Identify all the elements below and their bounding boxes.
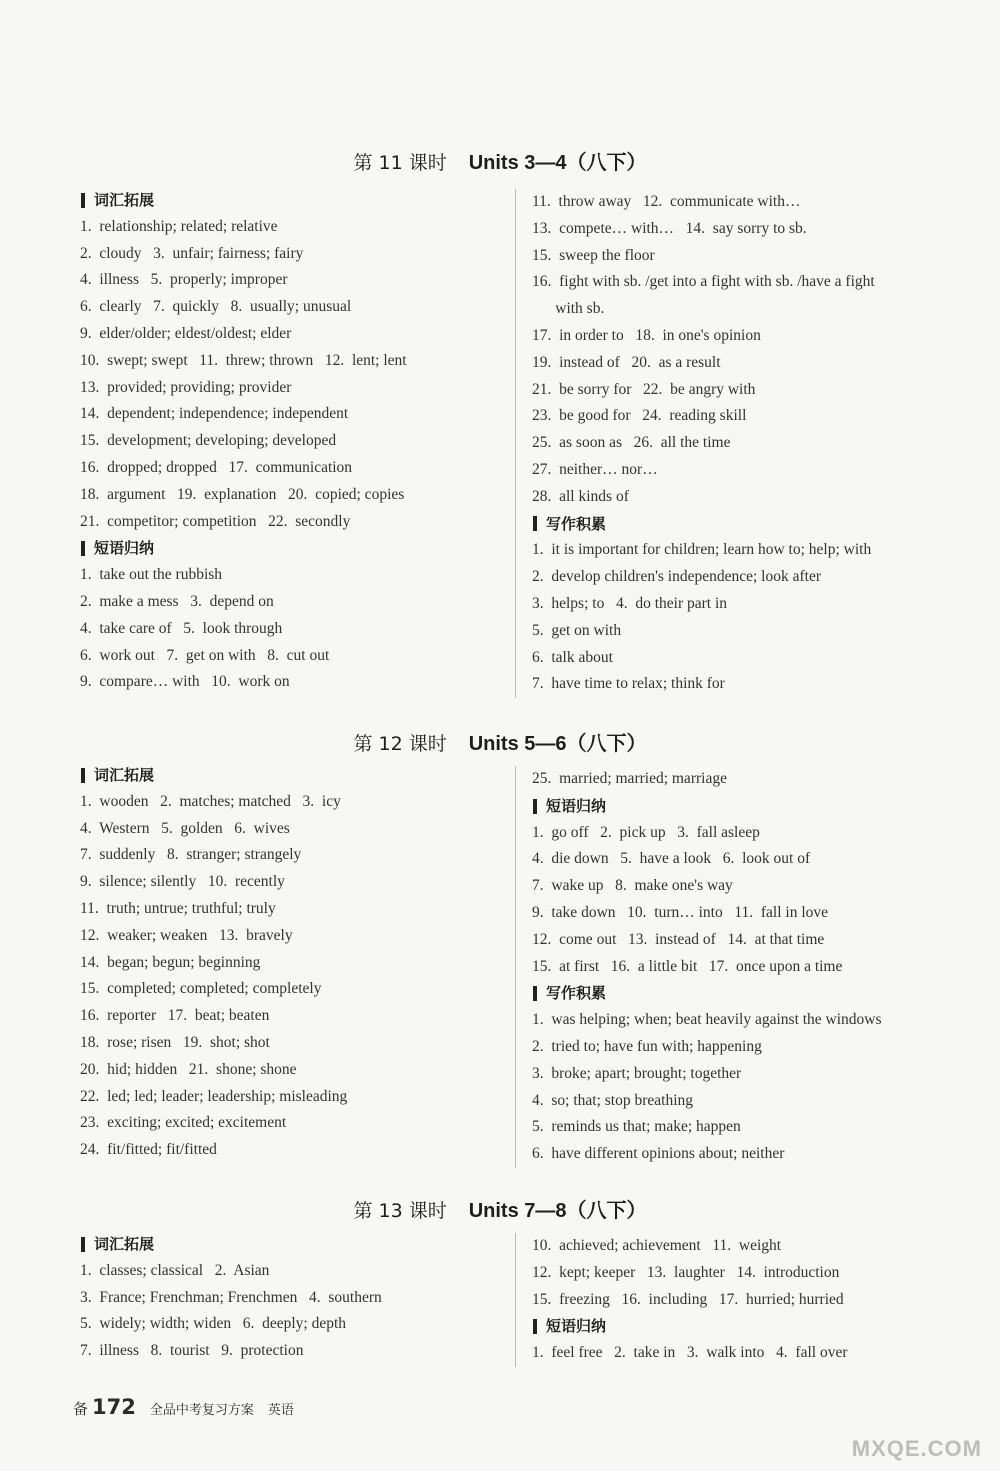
- watermark-text: MXQE.COM: [851, 1436, 982, 1461]
- answer-line: 20. hid; hidden 21. shone; shone: [80, 1060, 297, 1078]
- section-heading: [532, 793, 962, 820]
- answer-line: 7. have time to relax; think for: [532, 675, 725, 693]
- answer-line: 9. silence; silently 10. recently: [80, 873, 285, 891]
- heading-bar-icon: [533, 1319, 537, 1334]
- answer-line: 16. dropped; dropped 17. communication: [80, 458, 353, 476]
- heading-bar-icon: [81, 1237, 85, 1252]
- section-heading: [80, 187, 500, 214]
- lesson-13-right-column: [532, 1233, 962, 1367]
- section-heading: [80, 1231, 500, 1258]
- answer-line: 21. competitor; competition 22. secondly: [80, 512, 351, 530]
- answer-line: 10. achieved; achievement 11. weight: [532, 1237, 782, 1254]
- answer-line: 5. reminds us that; make; happen: [532, 1118, 741, 1136]
- answer-line: 7. wake up 8. make one's way: [532, 877, 733, 895]
- lesson-11-left-column: [80, 187, 500, 696]
- answer-line: 25. as soon as 26. all the time: [532, 434, 731, 452]
- answer-line: with sb.: [532, 300, 605, 318]
- heading-bar-icon: [81, 541, 85, 556]
- answer-line: 1. take out the rubbish: [80, 566, 223, 584]
- lesson-title-13: [0, 1194, 1000, 1223]
- section-heading-label: 词汇拓展: [94, 191, 155, 209]
- answer-line: 1. relationship; related; relative: [80, 217, 278, 235]
- section-heading: [532, 1313, 962, 1340]
- answer-line: 23. exciting; excited; excitement: [80, 1114, 287, 1132]
- lesson-13-left-column: [80, 1231, 500, 1365]
- subject-label: 英语: [267, 1403, 294, 1418]
- section-heading: [532, 511, 962, 538]
- answer-line: 15. sweep the floor: [532, 246, 655, 264]
- heading-bar-icon: [533, 799, 537, 814]
- answer-line: 13. provided; providing; provider: [80, 378, 292, 396]
- lesson-title-12: [0, 727, 1000, 756]
- section-heading-label: 词汇拓展: [94, 766, 155, 784]
- answer-line: 15. development; developing; developed: [80, 432, 337, 450]
- section-heading-label: 短语归纳: [546, 796, 607, 815]
- answer-line: 6. clearly 7. quickly 8. usually; unusual: [80, 298, 352, 316]
- section-heading: [80, 762, 500, 789]
- answer-line: 9. elder/older; eldest/oldest; elder: [80, 324, 292, 342]
- answer-line: 6. work out 7. get on with 8. cut out: [80, 646, 330, 664]
- answer-line: 15. completed; completed; completely: [80, 980, 322, 998]
- answer-line: 1. go off 2. pick up 3. fall asleep: [532, 823, 760, 841]
- page-number: 172: [92, 1395, 136, 1419]
- answer-line: 7. illness 8. tourist 9. protection: [80, 1342, 304, 1360]
- lesson-number: 第 13 课时: [353, 1200, 447, 1222]
- lesson-number: 第 11 课时: [353, 152, 447, 174]
- answer-line: 3. France; Frenchman; Frenchmen 4. southern: [80, 1288, 382, 1306]
- answer-line: 12. come out 13. instead of 14. at that time: [532, 930, 825, 948]
- answer-line: 16. fight with sb. /get into a fight with sb. /have a fight: [532, 273, 875, 291]
- answer-line: 4. illness 5. properly; improper: [80, 271, 288, 289]
- answer-line: 1. it is important for children; learn how to; help; with: [532, 541, 872, 559]
- answer-line: 3. helps; to 4. do their part in: [532, 594, 728, 612]
- lesson-12-right-column: [532, 766, 962, 1168]
- answer-line: 1. wooden 2. matches; matched 3. icy: [80, 792, 341, 810]
- answer-line: 19. instead of 20. as a result: [532, 353, 721, 371]
- heading-bar-icon: [81, 768, 85, 783]
- answer-line: 2. make a mess 3. depend on: [80, 592, 274, 610]
- answer-line: 9. take down 10. turn… into 11. fall in love: [532, 903, 829, 921]
- answer-line: 27. neither… nor…: [532, 460, 658, 478]
- answer-line: 1. feel free 2. take in 3. walk into 4. fall over: [532, 1344, 848, 1362]
- lesson-number: 第 12 课时: [353, 733, 447, 755]
- footer-mark: 备: [73, 1400, 89, 1418]
- answer-line: 6. talk about: [532, 648, 613, 666]
- answer-line: 24. fit/fitted; fit/fitted: [80, 1141, 217, 1159]
- page-footer: [73, 1395, 294, 1419]
- answer-line: 13. compete… with… 14. say sorry to sb.: [532, 219, 807, 237]
- section-heading: [80, 535, 500, 562]
- answer-line: 16. reporter 17. beat; beaten: [80, 1007, 270, 1025]
- section-heading-label: 短语归纳: [546, 1317, 607, 1336]
- answer-line: 4. so; that; stop breathing: [532, 1091, 694, 1109]
- answer-line: 28. all kinds of: [532, 487, 629, 505]
- answer-line: 4. die down 5. have a look 6. look out of: [532, 850, 811, 868]
- answer-line: 17. in order to 18. in one's opinion: [532, 326, 761, 344]
- section-heading-label: 写作积累: [546, 514, 607, 533]
- answer-line: 5. get on with: [532, 621, 622, 639]
- answer-line: 12. kept; keeper 13. laughter 14. introduction: [532, 1263, 840, 1281]
- answer-line: 22. led; led; leader; leadership; misleading: [80, 1087, 348, 1105]
- heading-bar-icon: [533, 986, 537, 1001]
- answer-line: 21. be sorry for 22. be angry with: [532, 380, 756, 398]
- answer-line: 2. cloudy 3. unfair; fairness; fairy: [80, 244, 304, 262]
- heading-bar-icon: [81, 193, 85, 208]
- answer-line: 15. freezing 16. including 17. hurried; hurried: [532, 1290, 844, 1308]
- section-heading-label: 写作积累: [546, 984, 607, 1003]
- answer-line: 11. throw away 12. communicate with…: [532, 193, 801, 210]
- answer-line: 2. develop children's independence; look after: [532, 568, 822, 586]
- lesson-units: Units 7—8（八下）: [468, 1200, 647, 1222]
- watermark-logo: [790, 1378, 990, 1468]
- section-heading: [532, 980, 962, 1007]
- lesson-11-right-column: [532, 189, 962, 698]
- answer-line: 15. at first 16. a little bit 17. once upon a time: [532, 957, 843, 975]
- answer-line: 11. truth; untrue; truthful; truly: [80, 899, 276, 917]
- answer-line: 6. have different opinions about; neither: [532, 1145, 785, 1163]
- answer-line: 9. compare… with 10. work on: [80, 673, 290, 691]
- answer-line: 4. take care of 5. look through: [80, 619, 283, 637]
- answer-line: 23. be good for 24. reading skill: [532, 407, 747, 425]
- answer-line: 1. was helping; when; beat heavily against the windows: [532, 1011, 882, 1029]
- answer-line: 25. married; married; marriage: [532, 770, 727, 787]
- answer-line: 1. classes; classical 2. Asian: [80, 1261, 270, 1279]
- answer-line: 5. widely; width; widen 6. deeply; depth: [80, 1315, 347, 1333]
- lesson-title-11: [0, 146, 1000, 175]
- answer-line: 10. swept; swept 11. threw; thrown 12. lent; lent: [80, 351, 407, 369]
- answer-line: 14. dependent; independence; independent: [80, 405, 349, 423]
- answer-line: 14. began; begun; beginning: [80, 953, 261, 971]
- answer-line: 4. Western 5. golden 6. wives: [80, 819, 290, 837]
- answer-line: 2. tried to; have fun with; happening: [532, 1037, 762, 1055]
- lesson-units: Units 5—6（八下）: [468, 733, 647, 755]
- section-heading-label: 短语归纳: [94, 539, 155, 558]
- section-heading-label: 词汇拓展: [94, 1235, 155, 1253]
- book-title: 全品中考复习方案: [149, 1403, 254, 1418]
- answer-line: 18. argument 19. explanation 20. copied; copies: [80, 485, 405, 503]
- answer-line: 18. rose; risen 19. shot; shot: [80, 1033, 270, 1051]
- heading-bar-icon: [533, 516, 537, 531]
- answer-line: 7. suddenly 8. stranger; strangely: [80, 846, 302, 864]
- lesson-12-left-column: [80, 762, 500, 1164]
- answer-line: 12. weaker; weaken 13. bravely: [80, 926, 293, 944]
- answer-line: 3. broke; apart; brought; together: [532, 1064, 742, 1082]
- lesson-units: Units 3—4（八下）: [468, 152, 647, 174]
